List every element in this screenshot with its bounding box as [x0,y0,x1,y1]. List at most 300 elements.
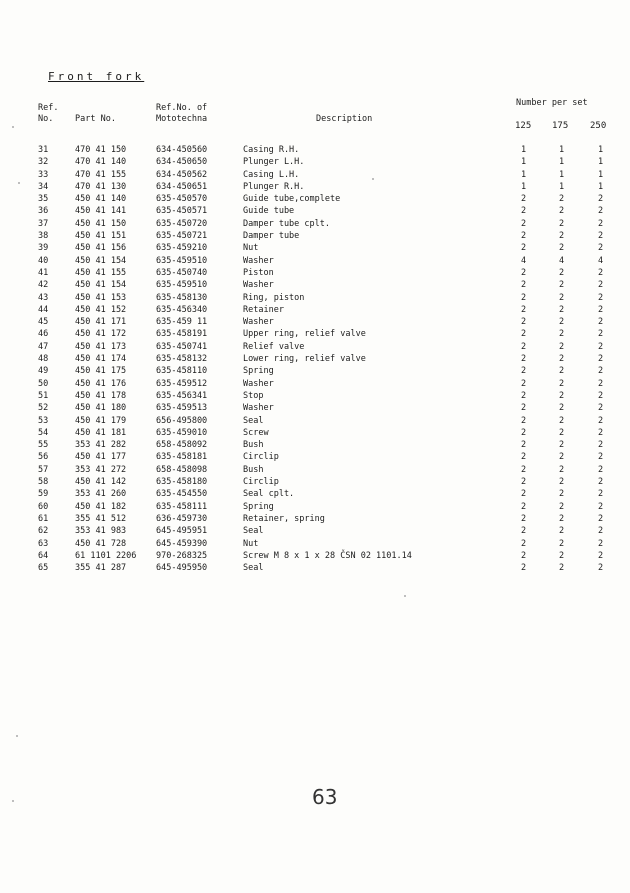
description-cell: Plunger L.H. [243,157,305,168]
qty-125-cell: 2 [521,317,527,328]
part-no-cell: 450 41 179 [75,415,127,426]
qty-125-cell: 2 [521,501,527,512]
ref-no-cell: 62 [38,526,49,537]
mototechna-no-cell: 645-495950 [156,563,208,574]
part-no-cell: 353 41 272 [75,464,127,475]
mototechna-no-cell: 635-459510 [156,280,208,291]
description-cell: Washer [243,280,274,291]
ref-no-cell: 40 [38,255,49,266]
table-row [0,316,630,328]
part-no-cell: 450 41 178 [75,390,127,401]
mototechna-no-cell: 635-458191 [156,329,208,340]
qty-250-cell: 1 [598,181,604,192]
qty-175-cell: 2 [559,415,565,426]
ref-no-header [38,103,58,125]
mototechna-no-cell: 635-458110 [156,366,208,377]
mototechna-no-cell: 635-456340 [156,304,208,315]
qty-125-cell: 2 [521,378,527,389]
parts-table [0,144,630,574]
qty-250-cell: 2 [598,563,604,574]
part-no-header: Part No. [75,114,116,124]
description-cell: Casing R.H. [243,145,300,155]
qty-175-cell: 2 [559,267,565,278]
part-no-cell: 450 41 173 [75,341,127,352]
qty-250-cell: 2 [598,452,604,463]
qty-125-cell: 2 [521,304,527,315]
qty-125-cell: 2 [521,464,527,475]
mototechna-no-cell: 635-450721 [156,231,208,242]
mototechna-no-cell: 635-458132 [156,354,208,365]
part-no-cell: 450 41 156 [75,243,127,254]
table-row [0,538,630,550]
description-cell: Bush [243,464,264,475]
qty-175-cell: 2 [559,403,565,414]
qty-125-cell: 2 [521,477,527,488]
description-cell: Damper tube [243,231,300,242]
part-no-cell: 450 41 177 [75,452,127,463]
part-no-cell: 450 41 150 [75,218,127,229]
table-row [0,402,630,414]
description-cell: Seal cplt. [243,489,295,500]
scan-speck [12,126,14,128]
part-no-cell: 353 41 983 [75,526,127,537]
table-row [0,304,630,316]
ref-no-cell: 45 [38,317,49,328]
table-row [0,328,630,340]
part-no-cell: 450 41 142 [75,477,127,488]
ref-no-cell: 36 [38,206,49,217]
mototechna-no-cell: 635-458181 [156,452,208,463]
qty-125-cell: 2 [521,218,527,229]
scan-speck [12,800,14,802]
qty-125-cell: 1 [521,169,527,180]
qty-250-cell: 2 [598,427,604,438]
table-row [0,341,630,353]
mototechna-no-cell: 634-450562 [156,169,208,180]
table-row [0,451,630,463]
qty-175-cell: 2 [559,390,565,401]
ref-header-line2: No. [38,114,54,124]
mototechna-no-cell: 634-450560 [156,145,208,155]
qty-125-cell: 2 [521,440,527,451]
ref-no-cell: 48 [38,354,49,365]
part-no-cell: 470 41 150 [75,145,127,155]
page-number: 63 [312,785,338,809]
scan-speck [404,595,406,597]
qty-125-cell: 1 [521,145,527,155]
table-row [0,169,630,181]
ref-no-cell: 55 [38,440,49,451]
part-no-cell: 450 41 151 [75,231,127,242]
qty-175-cell: 2 [559,329,565,340]
mototechna-no-cell: 635-458180 [156,477,208,488]
qty-250-cell: 2 [598,415,604,426]
qty-250-cell: 2 [598,464,604,475]
part-no-cell: 355 41 287 [75,563,127,574]
qty-250-cell: 1 [598,169,604,180]
table-row [0,144,630,156]
ref-no-cell: 54 [38,427,49,438]
qty-175-cell: 2 [559,538,565,549]
qty-250-cell: 2 [598,329,604,340]
mototechna-no-cell: 635-456341 [156,390,208,401]
mototechna-no-cell: 636-459730 [156,513,208,524]
qty-250-cell: 2 [598,501,604,512]
description-cell: Washer [243,403,274,414]
qty-250-cell: 2 [598,267,604,278]
ref-no-cell: 52 [38,403,49,414]
description-cell: Washer [243,317,274,328]
scan-speck [16,735,18,737]
description-cell: Ring, piston [243,292,305,303]
description-cell: Seal [243,526,264,537]
qty-125-cell: 2 [521,452,527,463]
ref-no-cell: 53 [38,415,49,426]
ref-no-cell: 33 [38,169,49,180]
qty-125-cell: 2 [521,550,527,561]
mototechna-no-cell: 658-458098 [156,464,208,475]
mototechna-no-cell: 635-454550 [156,489,208,500]
qty-125-cell: 2 [521,390,527,401]
qty-125-cell: 2 [521,538,527,549]
table-row [0,353,630,365]
ref-no-cell: 43 [38,292,49,303]
qty-125-cell: 2 [521,329,527,340]
part-no-cell: 470 41 155 [75,169,127,180]
description-cell: Screw [243,427,269,438]
qty-175-cell: 2 [559,206,565,217]
table-row [0,427,630,439]
description-cell: Relief valve [243,341,305,352]
part-no-cell: 450 41 174 [75,354,127,365]
part-no-cell: 61 1101 2206 [75,550,137,561]
ref-no-cell: 35 [38,194,49,205]
mototechna-no-cell: 635-450720 [156,218,208,229]
qty-250-cell: 2 [598,280,604,291]
qty-175-cell: 2 [559,563,565,574]
ref-no-cell: 42 [38,280,49,291]
ref-no-cell: 39 [38,243,49,254]
table-row [0,513,630,525]
qty-250-cell: 2 [598,304,604,315]
ref-no-cell: 47 [38,341,49,352]
col-250-header: 250 [590,121,607,131]
description-cell: Bush [243,440,264,451]
qty-175-cell: 2 [559,341,565,352]
qty-125-cell: 2 [521,341,527,352]
part-no-cell: 450 41 141 [75,206,127,217]
ref-no-cell: 49 [38,366,49,377]
qty-175-cell: 2 [559,452,565,463]
qty-125-cell: 2 [521,513,527,524]
ref-no-cell: 51 [38,390,49,401]
part-no-cell: 450 41 153 [75,292,127,303]
table-row [0,193,630,205]
table-row [0,525,630,537]
ref-no-cell: 60 [38,501,49,512]
ref-no-cell: 59 [38,489,49,500]
mototechna-no-cell: 635-458111 [156,501,208,512]
description-cell: Casing L.H. [243,169,300,180]
ref-no-cell: 58 [38,477,49,488]
qty-250-cell: 2 [598,194,604,205]
table-row [0,255,630,267]
table-row [0,218,630,230]
qty-175-cell: 2 [559,317,565,328]
mototechna-no-cell: 635-459 11 [156,317,208,328]
ref-no-cell: 65 [38,563,49,574]
number-per-set-header: Number per set [516,98,588,108]
qty-175-cell: 2 [559,513,565,524]
qty-125-cell: 1 [521,181,527,192]
mototechna-no-cell: 970-268325 [156,550,208,561]
qty-125-cell: 2 [521,403,527,414]
part-no-cell: 355 41 512 [75,513,127,524]
table-row [0,156,630,168]
part-no-cell: 353 41 282 [75,440,127,451]
part-no-cell: 450 41 154 [75,280,127,291]
qty-175-cell: 2 [559,304,565,315]
qty-250-cell: 2 [598,243,604,254]
mototechna-no-cell: 635-450571 [156,206,208,217]
qty-125-cell: 2 [521,415,527,426]
part-no-cell: 353 41 260 [75,489,127,500]
qty-250-cell: 2 [598,354,604,365]
description-cell: Spring [243,366,274,377]
part-no-cell: 450 41 175 [75,366,127,377]
description-cell: Washer [243,255,274,266]
mototechna-no-cell: 635-450740 [156,267,208,278]
mototechna-header [156,103,207,125]
ref-no-cell: 50 [38,378,49,389]
qty-175-cell: 2 [559,218,565,229]
table-row [0,279,630,291]
qty-125-cell: 2 [521,427,527,438]
description-cell: Damper tube cplt. [243,218,330,229]
ref-no-cell: 64 [38,550,49,561]
part-no-cell: 450 41 176 [75,378,127,389]
description-cell: Circlip [243,477,279,488]
qty-125-cell: 2 [521,231,527,242]
ref-no-cell: 44 [38,304,49,315]
mototechna-no-cell: 645-459390 [156,538,208,549]
qty-250-cell: 2 [598,378,604,389]
qty-125-cell: 2 [521,194,527,205]
qty-175-cell: 2 [559,243,565,254]
ref-no-cell: 31 [38,145,49,155]
qty-250-cell: 2 [598,538,604,549]
moto-header-line2: Mototechna [156,114,208,124]
ref-no-cell: 32 [38,157,49,168]
qty-175-cell: 1 [559,181,565,192]
part-no-cell: 450 41 155 [75,267,127,278]
description-cell: Washer [243,378,274,389]
part-no-cell: 450 41 140 [75,194,127,205]
qty-250-cell: 2 [598,526,604,537]
table-row [0,378,630,390]
qty-175-cell: 1 [559,169,565,180]
qty-175-cell: 2 [559,526,565,537]
table-row [0,501,630,513]
table-row [0,439,630,451]
qty-175-cell: 1 [559,157,565,168]
description-cell: Seal [243,563,264,574]
part-no-cell: 470 41 140 [75,157,127,168]
qty-175-cell: 2 [559,501,565,512]
description-cell: Upper ring, relief valve [243,329,366,340]
mototechna-no-cell: 645-495951 [156,526,208,537]
qty-250-cell: 2 [598,341,604,352]
ref-no-cell: 57 [38,464,49,475]
ref-no-cell: 37 [38,218,49,229]
qty-250-cell: 2 [598,489,604,500]
part-no-cell: 450 41 728 [75,538,127,549]
table-row [0,205,630,217]
table-row [0,365,630,377]
description-cell: Plunger R.H. [243,181,305,192]
table-row [0,292,630,304]
mototechna-no-cell: 635-459210 [156,243,208,254]
qty-175-cell: 2 [559,231,565,242]
qty-250-cell: 1 [598,145,604,155]
qty-250-cell: 2 [598,317,604,328]
moto-header-line1: Ref.No. of [156,103,208,113]
part-no-cell: 450 41 171 [75,317,127,328]
qty-125-cell: 1 [521,157,527,168]
qty-125-cell: 2 [521,206,527,217]
mototechna-no-cell: 656-495800 [156,415,208,426]
description-cell: Guide tube [243,206,295,217]
qty-175-cell: 4 [559,255,565,266]
qty-175-cell: 2 [559,477,565,488]
ref-no-cell: 41 [38,267,49,278]
qty-250-cell: 2 [598,403,604,414]
qty-250-cell: 2 [598,550,604,561]
description-cell: Spring [243,501,274,512]
ref-no-cell: 63 [38,538,49,549]
qty-175-cell: 2 [559,489,565,500]
col-125-header: 125 [515,121,532,131]
mototechna-no-cell: 635-450741 [156,341,208,352]
ref-no-cell: 46 [38,329,49,340]
qty-125-cell: 2 [521,280,527,291]
table-row [0,242,630,254]
mototechna-no-cell: 635-459513 [156,403,208,414]
qty-125-cell: 2 [521,563,527,574]
qty-175-cell: 2 [559,194,565,205]
qty-175-cell: 2 [559,427,565,438]
table-row [0,267,630,279]
qty-250-cell: 2 [598,231,604,242]
table-row [0,415,630,427]
ref-header-line1: Ref. [38,103,59,113]
qty-125-cell: 2 [521,267,527,278]
qty-125-cell: 2 [521,366,527,377]
qty-175-cell: 2 [559,550,565,561]
qty-175-cell: 2 [559,440,565,451]
description-cell: Guide tube,complete [243,194,341,205]
table-row [0,390,630,402]
scan-speck [372,178,374,180]
ref-no-cell: 34 [38,181,49,192]
ref-no-cell: 61 [38,513,49,524]
description-cell: Nut [243,243,259,254]
mototechna-no-cell: 635-458130 [156,292,208,303]
part-no-cell: 450 41 181 [75,427,127,438]
table-row [0,488,630,500]
description-cell: Circlip [243,452,279,463]
mototechna-no-cell: 635-459010 [156,427,208,438]
table-row [0,550,630,562]
page-title: Front fork [48,70,145,83]
qty-250-cell: 2 [598,440,604,451]
qty-250-cell: 1 [598,157,604,168]
mototechna-no-cell: 635-459510 [156,255,208,266]
part-no-cell: 450 41 172 [75,329,127,340]
qty-125-cell: 2 [521,489,527,500]
description-cell: Lower ring, relief valve [243,354,366,365]
qty-125-cell: 2 [521,292,527,303]
qty-125-cell: 2 [521,243,527,254]
qty-175-cell: 2 [559,464,565,475]
description-cell: Piston [243,267,274,278]
qty-250-cell: 4 [598,255,604,266]
description-cell: Retainer [243,304,284,315]
description-cell: Screw M 8 x 1 x 28 ČSN 02 1101.14 [243,550,412,561]
qty-250-cell: 2 [598,477,604,488]
description-cell: Retainer, spring [243,513,325,524]
qty-250-cell: 2 [598,218,604,229]
qty-125-cell: 4 [521,255,527,266]
qty-175-cell: 2 [559,378,565,389]
col-175-header: 175 [552,121,569,131]
part-no-cell: 470 41 130 [75,181,127,192]
table-row [0,181,630,193]
ref-no-cell: 38 [38,231,49,242]
part-no-cell: 450 41 154 [75,255,127,266]
qty-250-cell: 2 [598,513,604,524]
mototechna-no-cell: 635-459512 [156,378,208,389]
qty-125-cell: 2 [521,354,527,365]
qty-250-cell: 2 [598,206,604,217]
qty-175-cell: 2 [559,366,565,377]
qty-125-cell: 2 [521,526,527,537]
qty-175-cell: 2 [559,280,565,291]
description-cell: Stop [243,390,264,401]
table-row [0,230,630,242]
qty-250-cell: 2 [598,292,604,303]
mototechna-no-cell: 635-450570 [156,194,208,205]
table-row [0,464,630,476]
scan-speck [18,182,20,184]
description-cell: Nut [243,538,259,549]
part-no-cell: 450 41 182 [75,501,127,512]
part-no-cell: 450 41 180 [75,403,127,414]
ref-no-cell: 56 [38,452,49,463]
description-header: Description [316,114,373,124]
part-no-cell: 450 41 152 [75,304,127,315]
mototechna-no-cell: 634-450651 [156,181,208,192]
qty-175-cell: 2 [559,354,565,365]
qty-175-cell: 1 [559,145,565,155]
mototechna-no-cell: 658-458092 [156,440,208,451]
qty-250-cell: 2 [598,366,604,377]
qty-250-cell: 2 [598,390,604,401]
table-row [0,476,630,488]
table-row [0,562,630,574]
qty-175-cell: 2 [559,292,565,303]
description-cell: Seal [243,415,264,426]
